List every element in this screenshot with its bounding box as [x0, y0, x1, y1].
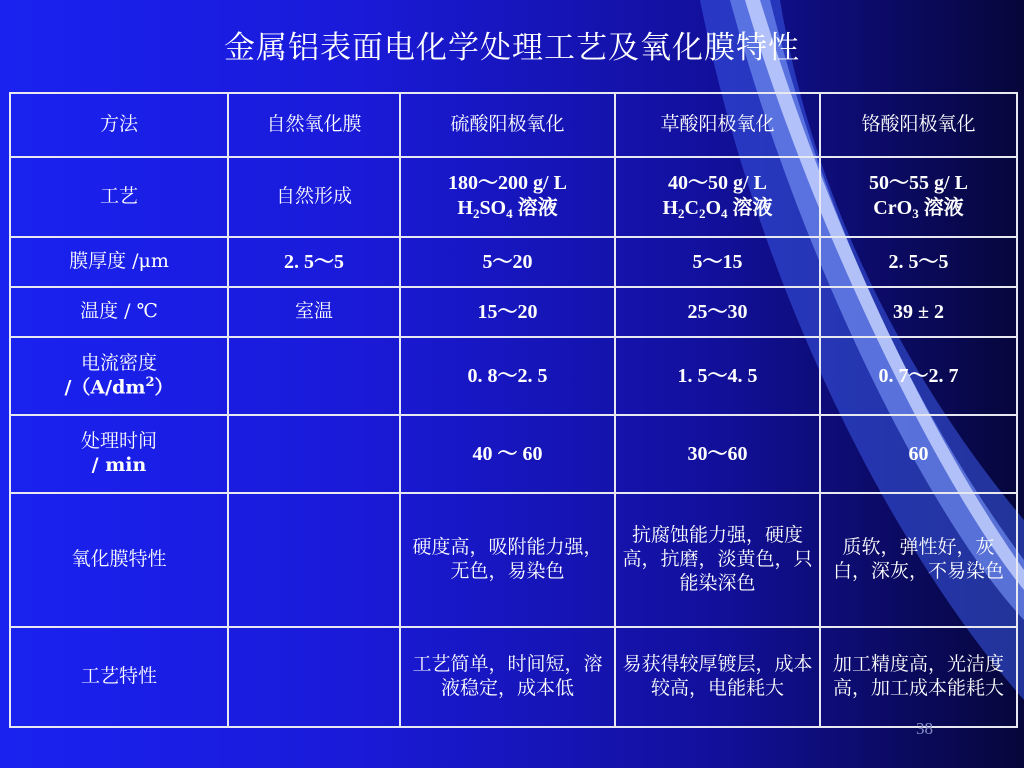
row-label: 温度 / ℃	[10, 287, 228, 337]
cell-value: 2. 5～5	[820, 237, 1017, 287]
table-row-thickness	[10, 237, 1017, 287]
header-method: 方法	[10, 93, 228, 157]
sulfuric-concentration: 180～200 g/ L	[448, 172, 567, 195]
row-label: 工艺特性	[10, 627, 228, 727]
table-row-temperature	[10, 287, 1017, 337]
cell-value: 质软，弹性好，灰白，深灰，不易染色	[820, 493, 1017, 627]
cell-value: 15～20	[400, 287, 615, 337]
oxalic-concentration: 40～50 g/ L	[668, 172, 767, 195]
cell-value	[228, 627, 400, 727]
cell-value: 39 ± 2	[820, 287, 1017, 337]
cell-value	[228, 493, 400, 627]
cell-value: 加工精度高，光洁度高，加工成本能耗大	[820, 627, 1017, 727]
table-header-row	[10, 93, 1017, 157]
cell-value: 室温	[228, 287, 400, 337]
page-title: 金属铝表面电化学处理工艺及氧化膜特性	[224, 30, 800, 66]
cell-sulfuric-process	[400, 157, 615, 237]
row-label: 电流密度 $/(A/dm^2)$	[10, 337, 228, 415]
cell-value: 0. 7～2. 7	[820, 337, 1017, 415]
cell-value: 1. 5～4. 5	[615, 337, 820, 415]
comparison-table	[9, 92, 1018, 728]
cell-value	[228, 415, 400, 493]
header-oxalic: 草酸阳极氧化	[615, 93, 820, 157]
table-row-process-properties	[10, 627, 1017, 727]
header-natural-oxide: 自然氧化膜	[228, 93, 400, 157]
cell-value: 60	[820, 415, 1017, 493]
cell-value: 抗腐蚀能力强，硬度高，抗磨，淡黄色，只能染深色	[615, 493, 820, 627]
row-label: 氧化膜特性	[10, 493, 228, 627]
row-label: 处理时间 / min	[10, 415, 228, 493]
cell-value: 2. 5～5	[228, 237, 400, 287]
table-row-current-density	[10, 337, 1017, 415]
sulfuric-formula: $H_2SO_4$ 溶液	[457, 197, 558, 222]
header-chromic: 铬酸阳极氧化	[820, 93, 1017, 157]
cell-value: 易获得较厚镀层，成本较高，电能耗大	[615, 627, 820, 727]
cell-natural-process: 自然形成	[228, 157, 400, 237]
cell-value: 硬度高，吸附能力强，无色，易染色	[400, 493, 615, 627]
cell-value: 5～15	[615, 237, 820, 287]
table-row-film-properties	[10, 493, 1017, 627]
chromic-formula: CrO$_3$ 溶液	[873, 197, 964, 222]
page-number: 38	[916, 719, 933, 738]
cell-value: 30～60	[615, 415, 820, 493]
oxalic-formula: $H_2C_2O_4$ 溶液	[662, 197, 773, 222]
row-label: 工艺	[10, 157, 228, 237]
cell-oxalic-process	[615, 157, 820, 237]
cell-value	[228, 337, 400, 415]
cell-chromic-process	[820, 157, 1017, 237]
row-label: 膜厚度 /μm	[10, 237, 228, 287]
chromic-concentration: 50～55 g/ L	[869, 172, 968, 195]
cell-value: 25～30	[615, 287, 820, 337]
table-row-time	[10, 415, 1017, 493]
cell-value: 5～20	[400, 237, 615, 287]
header-sulfuric: 硫酸阳极氧化	[400, 93, 615, 157]
cell-value: 40 ～ 60	[400, 415, 615, 493]
cell-value: 工艺简单，时间短，溶液稳定，成本低	[400, 627, 615, 727]
cell-value: 0. 8～2. 5	[400, 337, 615, 415]
table-row-process	[10, 157, 1017, 237]
